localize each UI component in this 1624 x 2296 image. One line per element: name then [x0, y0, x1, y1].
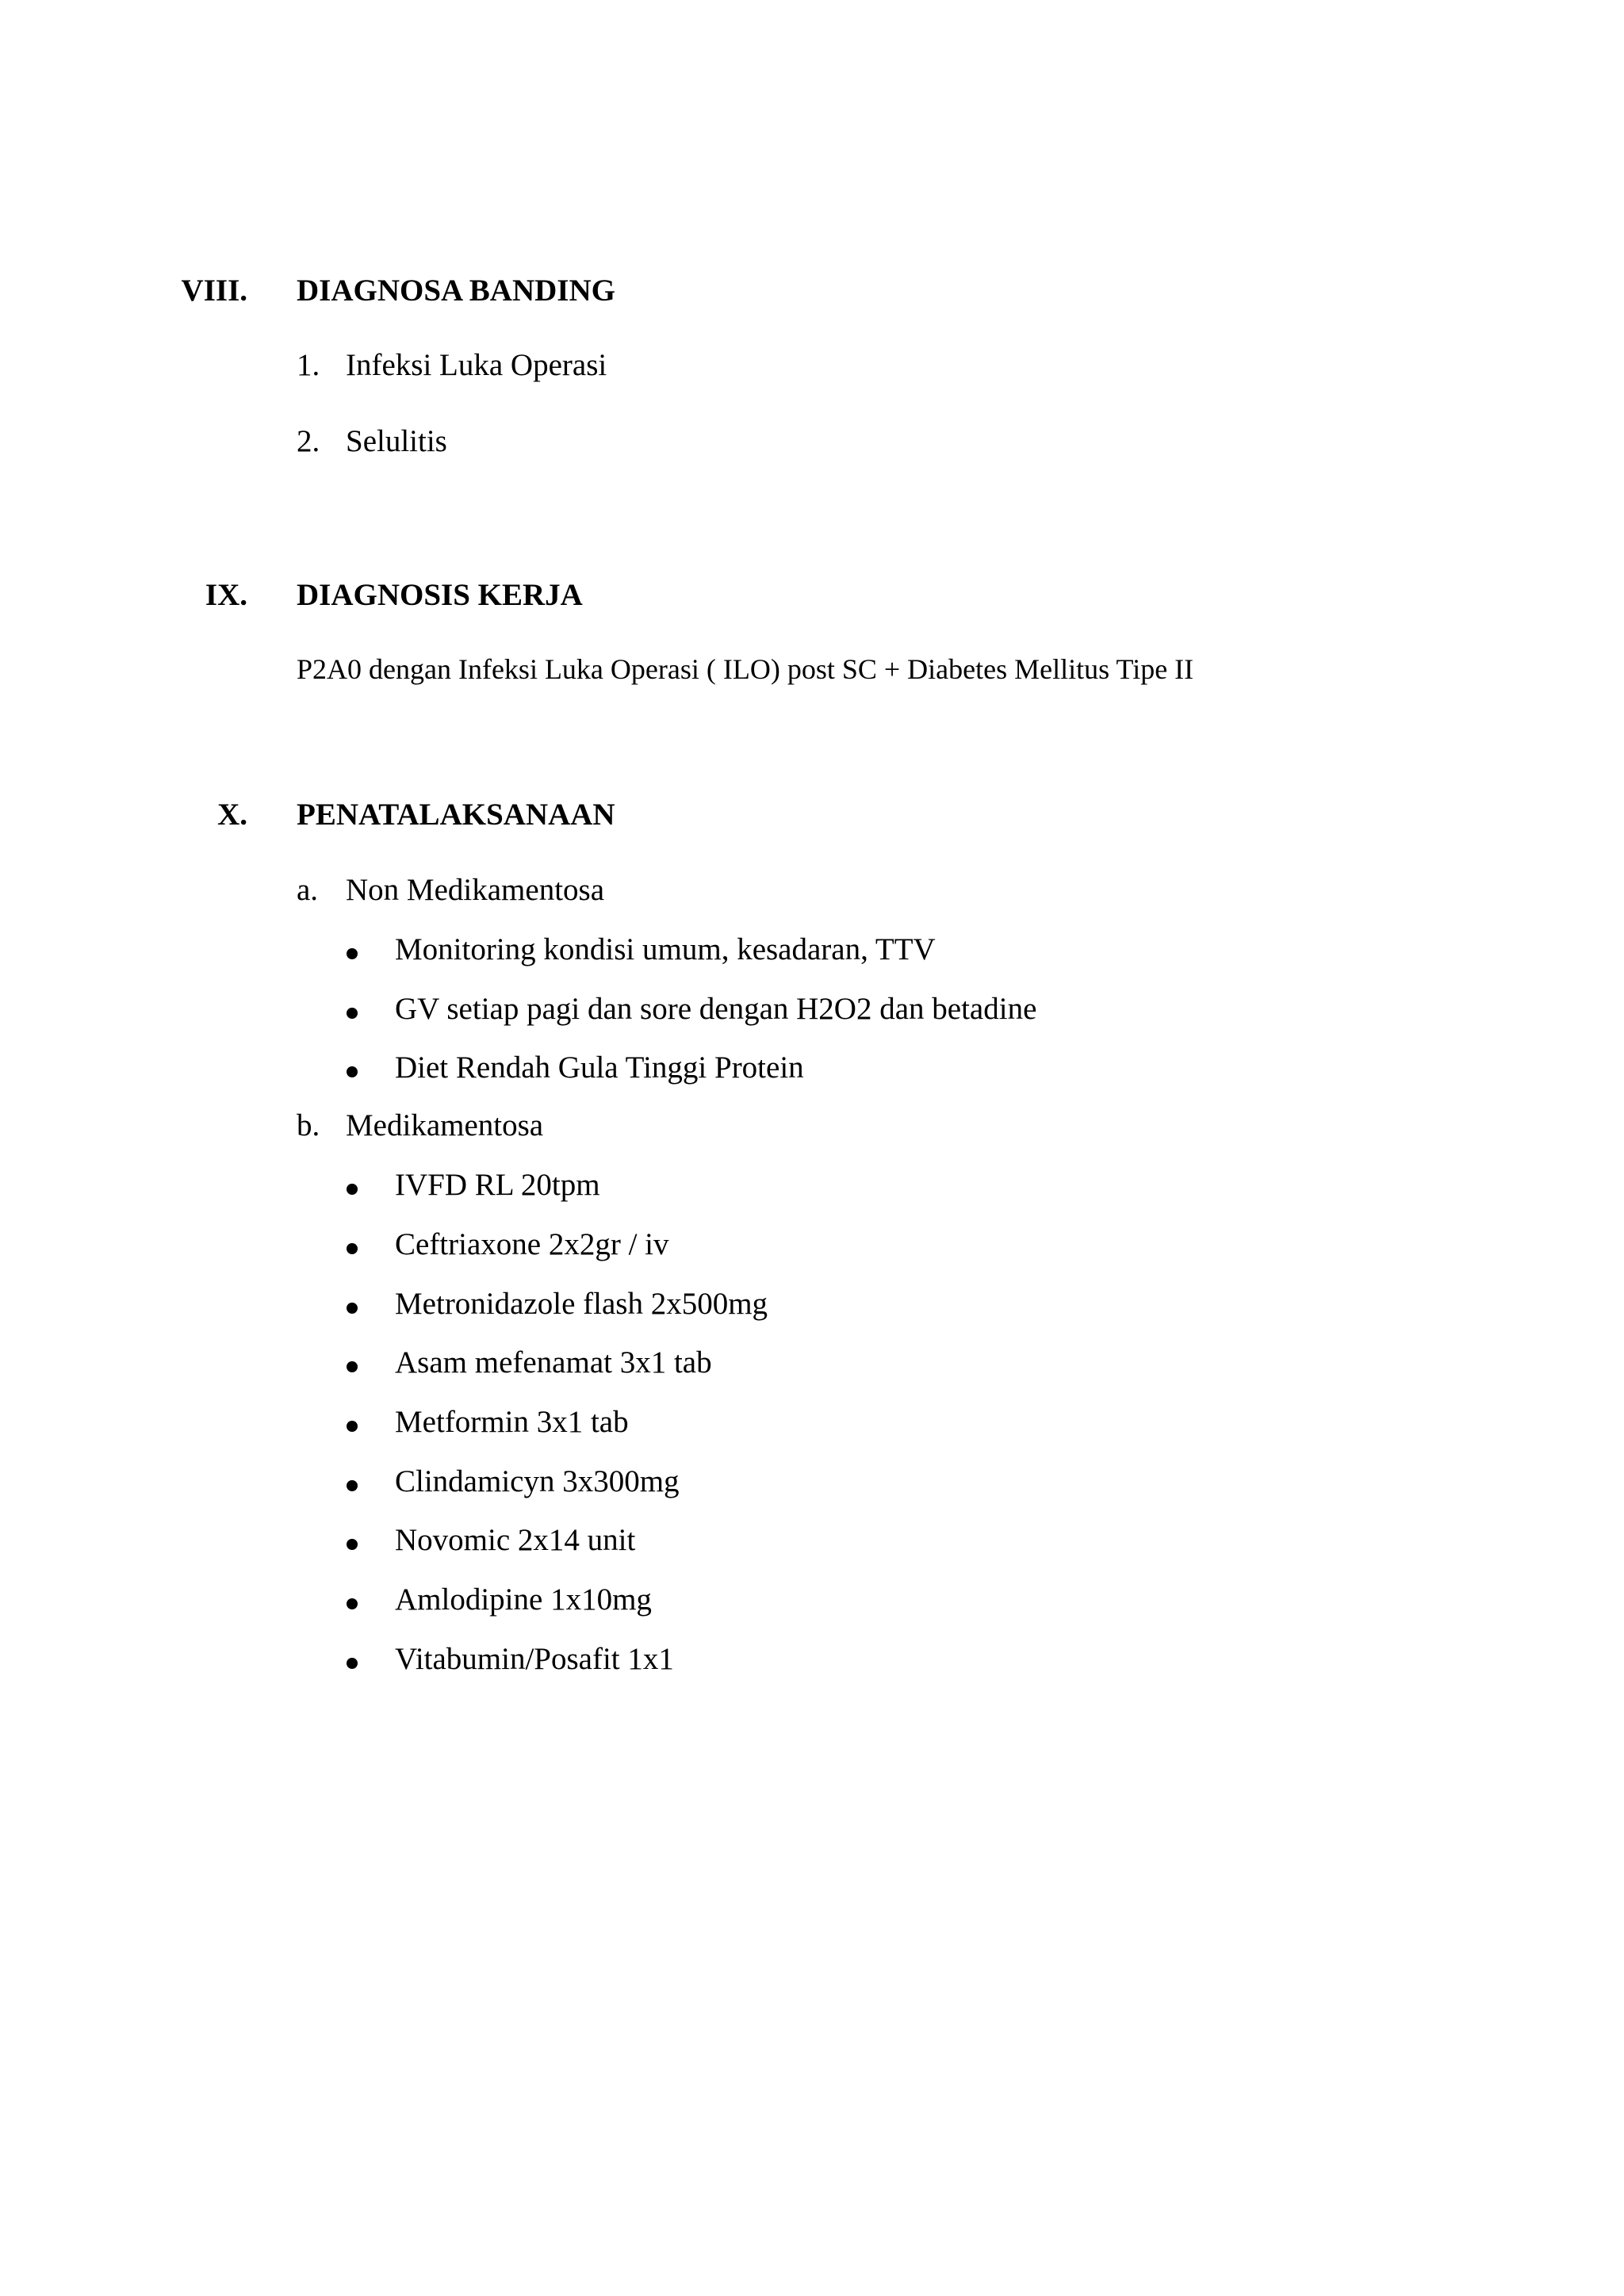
list-item: GV setiap pagi dan sore dengan H2O2 dan betadine: [395, 992, 1037, 1026]
list-item: Novomic 2x14 unit: [395, 1523, 636, 1557]
subsection-title: Medikamentosa: [346, 1108, 544, 1142]
list-item: Selulitis: [346, 424, 447, 458]
list-item: Ceftriaxone 2x2gr / iv: [395, 1227, 669, 1261]
bullet-icon: [347, 948, 358, 959]
section-title: PENATALAKSANAAN: [297, 798, 615, 832]
bullet-icon: [347, 1598, 358, 1609]
list-item-marker: 2.: [297, 424, 320, 458]
bullet-icon: [347, 1658, 358, 1669]
section-title: DIAGNOSA BANDING: [297, 274, 615, 308]
subsection-marker: b.: [297, 1108, 320, 1142]
list-item: Metronidazole flash 2x500mg: [395, 1287, 768, 1321]
working-diagnosis-text: P2A0 dengan Infeksi Luka Operasi ( ILO) post SC + Diabetes Mellitus Tipe II: [297, 653, 1194, 685]
list-item: Diet Rendah Gula Tinggi Protein: [395, 1050, 804, 1085]
bullet-icon: [347, 1539, 358, 1550]
section-title: DIAGNOSIS KERJA: [297, 578, 583, 612]
subsection-marker: a.: [297, 873, 319, 907]
list-item: Amlodipine 1x10mg: [395, 1582, 652, 1617]
list-item: Vitabumin/Posafit 1x1: [395, 1642, 674, 1676]
bullet-icon: [347, 1421, 358, 1432]
list-item: Monitoring kondisi umum, kesadaran, TTV: [395, 932, 936, 966]
section-number: VIII.: [181, 274, 247, 308]
section-number: IX.: [205, 578, 247, 612]
list-item: Infeksi Luka Operasi: [346, 348, 607, 382]
bullet-icon: [347, 1303, 358, 1314]
bullet-icon: [347, 1184, 358, 1195]
list-item: Clindamicyn 3x300mg: [395, 1464, 680, 1498]
bullet-icon: [347, 1361, 358, 1372]
section-number: X.: [217, 798, 247, 832]
bullet-icon: [347, 1243, 358, 1254]
list-item: Asam mefenamat 3x1 tab: [395, 1345, 712, 1380]
list-item: Metformin 3x1 tab: [395, 1405, 629, 1439]
subsection-title: Non Medikamentosa: [346, 873, 605, 907]
bullet-icon: [347, 1008, 358, 1019]
list-item-marker: 1.: [297, 348, 320, 382]
bullet-icon: [347, 1480, 358, 1491]
list-item: IVFD RL 20tpm: [395, 1168, 600, 1202]
bullet-icon: [347, 1066, 358, 1077]
